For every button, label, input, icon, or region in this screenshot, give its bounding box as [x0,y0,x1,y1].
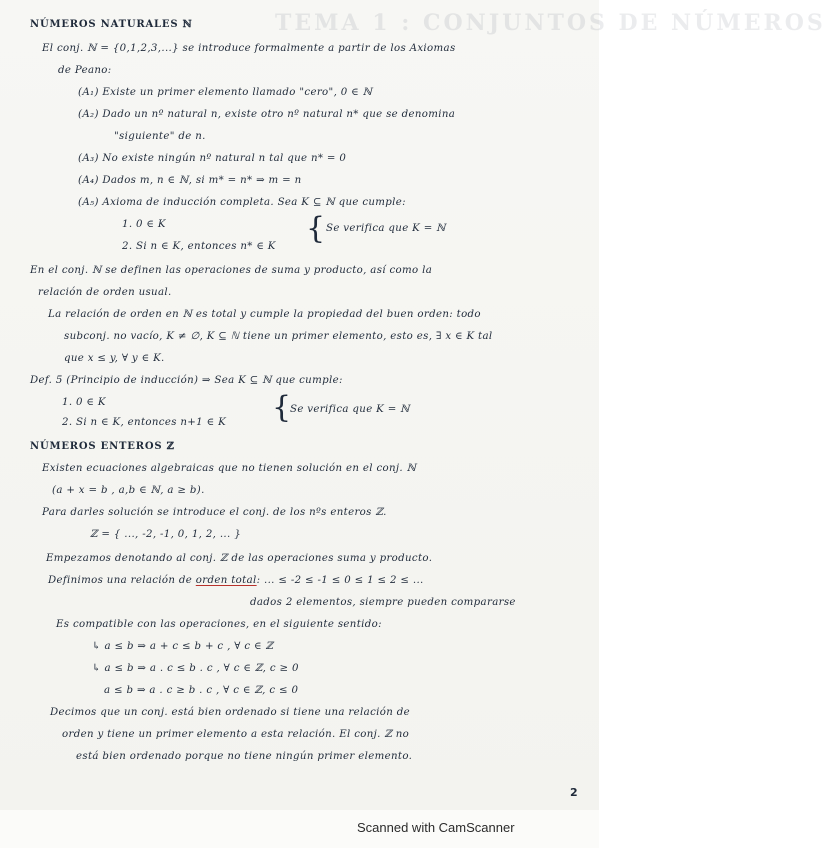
axiom-a5: (A₅) Axioma de inducción completa. Sea K ⊆ ℕ que cumple: [78,197,406,208]
rule-2: ↳ a ≤ b ⇒ a . c ≤ b . c , ∀ c ∈ ℤ, c ≥ 0 [92,663,299,674]
axiom-a1: (A₁) Existe un primer elemento llamado "cero", 0 ∈ ℕ [78,87,373,98]
curly-brace: { [272,390,292,425]
a5-item-1: 1. 0 ∈ K [122,219,166,230]
text-line: Empezamos denotando al conj. ℤ de las operaciones suma y producto. [46,553,433,564]
total-order-line [48,576,424,586]
text-line: En el conj. ℕ se definen las operaciones de suma y producto, así como la [30,265,433,276]
axiom-a4: (A₄) Dados m, n ∈ ℕ, si m* = n* ⇒ m = n [78,175,302,186]
text-line: El conj. ℕ = {0,1,2,3,...} se introduce formalmente a partir de los Axiomas [42,43,456,54]
text-line: está bien ordenado porque no tiene ningún primer elemento. [76,751,413,762]
text: : ... ≤ -2 ≤ -1 ≤ 0 ≤ 1 ≤ 2 ≤ ... [256,575,424,586]
rule-3: a ≤ b ⇒ a . c ≥ b . c , ∀ c ∈ ℤ, c ≤ 0 [104,685,299,696]
section-title-enteros: NÚMEROS ENTEROS ℤ [30,441,175,452]
text-line: orden y tiene un primer elemento a esta relación. El conj. ℤ no [62,729,410,740]
bleed-through-text: TEMA 1 : CONJUNTOS DE NÚMEROS [275,10,826,36]
text-line: Para darles solución se introduce el conj. de los nºs enteros ℤ. [42,507,387,518]
text-line: Existen ecuaciones algebraicas que no tienen solución en el conj. ℕ [42,463,417,474]
z-set: ℤ = { ..., -2, -1, 0, 1, 2, ... } [90,529,242,540]
curly-brace: { [306,211,326,246]
def5-item-2: 2. Si n ∈ K, entonces n+1 ∈ K [62,417,227,428]
page-number: 2 [570,786,578,799]
text-line: Decimos que un conj. está bien ordenado si tiene una relación de [50,707,410,718]
axiom-a3: (A₃) No existe ningún nº natural n tal que n* = 0 [78,153,347,164]
text-line: (a + x = b , a,b ∈ ℕ, a ≥ b). [52,485,205,496]
scanner-watermark: Scanned with CamScanner [357,820,515,835]
section-title-naturales: NÚMEROS NATURALES ℕ [30,19,193,30]
def5-item-1: 1. 0 ∈ K [62,397,106,408]
a5-item-2: 2. Si n ∈ K, entonces n* ∈ K [122,241,276,252]
text-line: que x ≤ y, ∀ y ∈ K. [64,353,165,364]
def5-title: Def. 5 (Principio de inducción) ⇒ Sea K ⊆ ℕ que cumple: [30,375,343,386]
text-line: Es compatible con las operaciones, en el siguiente sentido: [56,619,382,630]
text-line: La relación de orden en ℕ es total y cumple la propiedad del buen orden: todo [48,309,481,320]
text-line: dados 2 elementos, siempre pueden compararse [250,597,516,608]
a5-result: Se verifica que K = ℕ [326,223,446,234]
text: Definimos una relación de [48,575,196,586]
underlined-term: orden total [195,575,257,586]
axiom-a2-cont: "siguiente" de n. [114,131,206,142]
text-line: de Peano: [58,65,112,76]
text-line: subconj. no vacío, K ≠ ∅, K ⊆ ℕ tiene un primer elemento, esto es, ∃ x ∈ K tal [64,331,493,342]
def5-result: Se verifica que K = ℕ [290,404,410,415]
axiom-a2: (A₂) Dado un nº natural n, existe otro nº natural n* que se denomina [78,109,456,120]
rule-1: ↳ a ≤ b ⇒ a + c ≤ b + c , ∀ c ∈ ℤ [92,641,274,652]
text-line: relación de orden usual. [38,287,172,298]
